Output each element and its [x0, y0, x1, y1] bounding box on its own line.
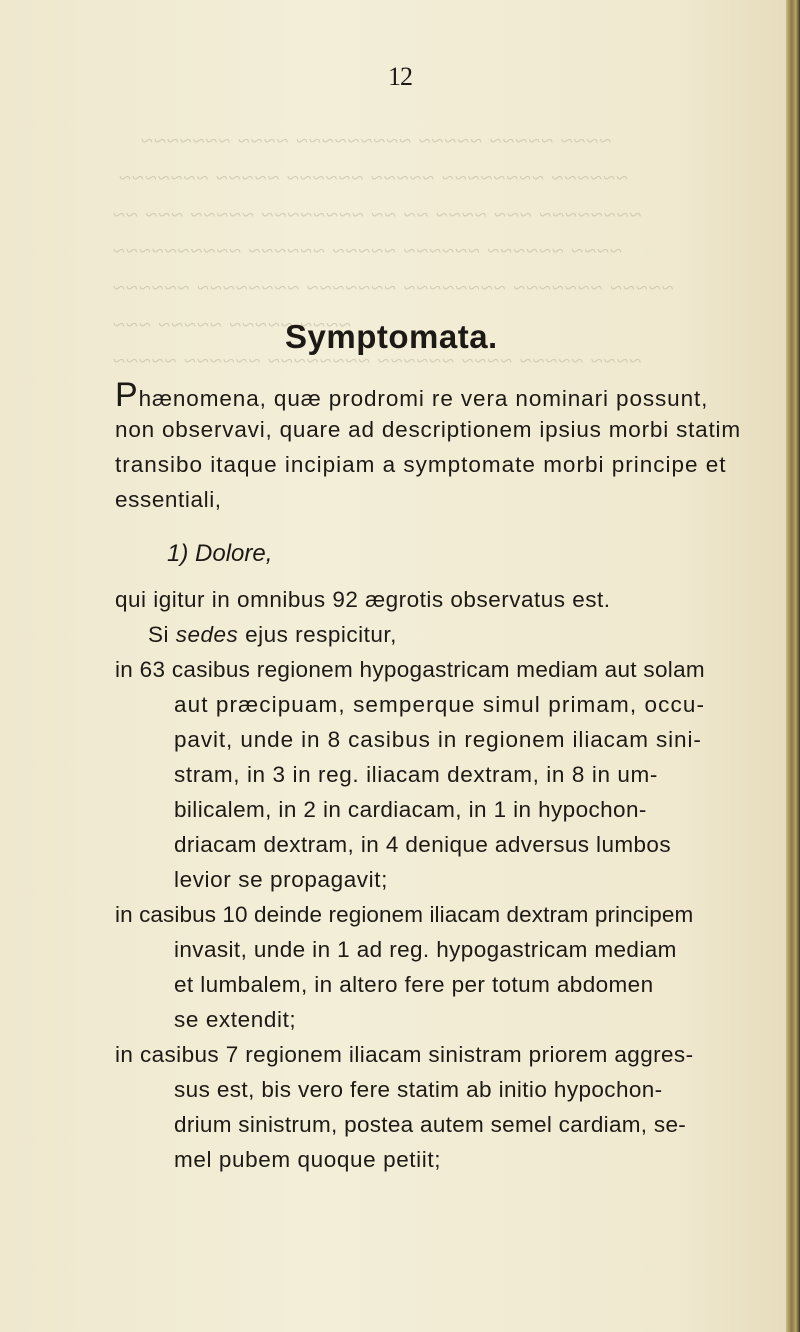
body-text-italic: sedes: [175, 622, 239, 647]
block-line: aut præcipuam, semperque simul primam, occu-: [174, 692, 706, 717]
intro-line-text: hænomena, quæ prodromi re vera nominari possunt,: [138, 386, 709, 411]
drop-cap: P: [115, 376, 139, 414]
body-line: qui igitur in omnibus 92 ægrotis observatus est.: [115, 587, 611, 612]
block-first-line: in casibus 10 deinde regionem iliacam dextram principem: [115, 902, 694, 927]
block-line: stram, in 3 in reg. iliacam dextram, in 8 in um-: [174, 762, 658, 787]
block-first-line: in 63 casibus regionem hypogastricam mediam aut solam: [115, 657, 705, 682]
intro-line: non observavi, quare ad descriptionem ipsius morbi statim: [115, 417, 741, 442]
block-line: levior se propagavit;: [174, 867, 388, 892]
body-text: ejus respicitur,: [238, 622, 397, 647]
block-line: pavit, unde in 8 casibus in regionem iliacam sini-: [174, 727, 702, 752]
intro-line: [115, 376, 709, 414]
block-line: driacam dextram, in 4 denique adversus lumbos: [174, 832, 671, 857]
show-through-line: ~~~~~ ~~~~~~~ ~~~~~~~~ ~~~~~~~ ~~~~~~~~ ~~~~~~: [112, 275, 674, 300]
block-line: invasit, unde in 1 ad reg. hypogastricam mediam: [174, 937, 677, 962]
subsection-heading: 1) Dolore,: [167, 540, 273, 567]
block-line: sus est, bis vero fere statim ab initio hypochon-: [174, 1077, 663, 1102]
block-line: mel pubem quoque petiit;: [174, 1147, 442, 1172]
body-line: [148, 620, 397, 650]
show-through-line: ~~~~~~~~ ~~~ ~~~~ ~~ ~~ ~~~~~~~~ ~~~~~ ~~~ ~~: [112, 202, 642, 227]
show-through-line: ~~~~ ~~~~~ ~~~~ ~~~~~~ ~~~~~~~~ ~~~~~~ ~~~~~: [112, 348, 642, 373]
book-edge: [786, 0, 800, 1332]
show-through-line: ~~~~ ~~~~~ ~~~~~ ~~~: [112, 312, 351, 337]
block-line: bilicalem, in 2 in cardiacam, in 1 in hypochon-: [174, 797, 647, 822]
block-line: se extendit;: [174, 1007, 297, 1032]
intro-line: essentiali,: [115, 487, 222, 512]
show-through-line: ~~~~~~ ~~~~~~~~ ~~~~~ ~~~~~~ ~~~~~ ~~~~~~~: [118, 165, 628, 190]
show-through-line: ~~~~ ~~~~~ ~~~~~ ~~~~~~~~~ ~~~~ ~~~~~~~: [140, 128, 612, 153]
block-first-line: in casibus 7 regionem iliacam sinistram priorem aggres-: [115, 1042, 694, 1067]
body-text: Si: [148, 622, 176, 647]
section-title: Symptomata.: [285, 318, 498, 355]
block-line: drium sinistrum, postea autem semel cardiam, se-: [174, 1112, 687, 1137]
show-through-line: ~~~~ ~~~~~~ ~~~~~~ ~~~~~ ~~~~~~ ~~~~~~~~~~: [112, 238, 622, 263]
page-number: 12: [388, 62, 412, 91]
intro-line: transibo itaque incipiam a symptomate morbi principe et: [115, 452, 727, 477]
block-line: et lumbalem, in altero fere per totum abdomen: [174, 972, 654, 997]
